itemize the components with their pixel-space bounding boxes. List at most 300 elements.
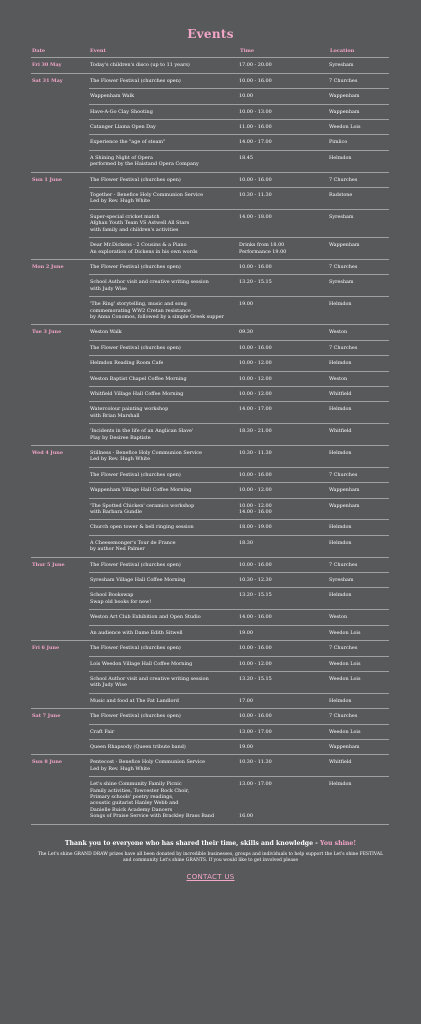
table-row (31, 777, 389, 824)
event-location: 7 Churches (329, 259, 389, 274)
event-time-line: Performance 19.00 (239, 248, 287, 255)
event-location: Helmdon (329, 402, 389, 424)
event-name-line: Wappenham Walk (90, 93, 135, 100)
event-name-line: Stillness - Benefice Holy Communion Service (90, 450, 202, 456)
event-name-line: with Brian Marshall (90, 412, 140, 419)
event-name-line: Today's children's disco (up to 11 years) (90, 62, 190, 69)
event-time-line: 10.00 - 16.00 (239, 344, 272, 351)
event-name-line: Let's shine Community Family Picnic (90, 781, 182, 788)
event-date: Thur 5 June (31, 557, 89, 572)
events-table (31, 45, 389, 825)
event-location: Weedon Lois (329, 625, 389, 640)
event-time (239, 446, 329, 468)
event-time (239, 625, 329, 640)
table-row (31, 724, 389, 739)
table-row (31, 402, 389, 424)
event-location: 7 Churches (329, 709, 389, 724)
event-name (89, 625, 239, 640)
event-time-line: 10.00 - 16.00 (239, 645, 272, 652)
event-name-line: Led by Rev. Hugh White (90, 198, 150, 205)
event-name (89, 709, 239, 724)
event-date (31, 275, 89, 297)
event-name (89, 120, 239, 135)
thanks-text: Thank you to everyone who has shared their time, skills and knowledge - (64, 839, 320, 847)
event-date: Sat 31 May (31, 73, 89, 88)
event-name-line: School Author visit and creative writing session (90, 675, 209, 682)
table-row (31, 120, 389, 135)
table-row (31, 755, 389, 777)
event-time-line: 17.00 (239, 697, 254, 704)
event-location: Helmdon (329, 520, 389, 535)
event-name (89, 188, 239, 210)
event-name-line: The Flower Festival (churches open) (90, 77, 181, 84)
event-date (31, 724, 89, 739)
event-location: Wappenham (329, 739, 389, 754)
event-name-line: Primary schools' poetry readings, (90, 793, 174, 800)
table-row (31, 625, 389, 640)
event-date (31, 386, 89, 401)
event-time-line: 14.00 - 17.00 (239, 139, 272, 146)
event-time-line: 10.30 - 11.30 (239, 450, 272, 456)
event-time-line: 10.00 - 16.00 (239, 176, 272, 183)
event-time (239, 259, 329, 274)
event-location: Weedon Lois (329, 656, 389, 671)
table-row (31, 693, 389, 708)
event-date (31, 104, 89, 119)
event-time-line: 18.00 - 19.00 (239, 524, 272, 531)
table-row (31, 483, 389, 498)
table-row (31, 386, 389, 401)
event-name-line: Catanger Llama Open Day (90, 124, 156, 131)
event-name (89, 275, 239, 297)
event-time (239, 135, 329, 150)
event-time-line: 14.00 - 18.00 (239, 213, 272, 220)
event-name-line: Have-A-Go Clay Shooting (90, 108, 153, 115)
table-row (31, 446, 389, 468)
header-date: Date (31, 45, 89, 58)
event-location: Syresham (329, 275, 389, 297)
event-name (89, 671, 239, 693)
event-name (89, 777, 239, 824)
event-time-line: 19.00 (239, 301, 254, 308)
event-name (89, 209, 239, 237)
event-name-line: Lois Weedon Village Hall Coffee Morning (90, 660, 193, 667)
event-date: Sun 1 June (31, 172, 89, 187)
event-name (89, 739, 239, 754)
event-name (89, 610, 239, 625)
event-name-line: Queen Rhapsody (Queen tribute band) (90, 743, 186, 750)
event-name (89, 135, 239, 150)
event-date (31, 625, 89, 640)
event-time-line: 10.00 - 16.00 (239, 713, 272, 720)
event-name-line: Afghan Youth Team VS Astwell All Stars (90, 220, 190, 227)
event-time-line: 10.00 - 16.00 (239, 471, 272, 478)
table-row (31, 371, 389, 386)
header-event: Event (89, 45, 239, 58)
event-time (239, 709, 329, 724)
event-time-line: 13.20 - 15.15 (239, 675, 272, 682)
event-location: Wappenham (329, 498, 389, 520)
event-name-line: The Flower Festival (churches open) (90, 344, 181, 351)
event-time (239, 520, 329, 535)
event-time-line: Drinks from 18.00 (239, 242, 285, 249)
event-name-line: The Flower Festival (churches open) (90, 561, 181, 568)
event-name-line: The Flower Festival (churches open) (90, 713, 181, 720)
event-time-line: 10.00 - 16.00 (239, 561, 272, 568)
event-time (239, 275, 329, 297)
event-name (89, 656, 239, 671)
event-name-line: 'The Ring' storytelling, music and song (90, 301, 187, 308)
event-location: 7 Churches (329, 557, 389, 572)
event-date (31, 297, 89, 325)
event-time (239, 739, 329, 754)
event-name-line: Craft Fair (90, 728, 115, 735)
header-time: Time (239, 45, 329, 58)
event-name (89, 467, 239, 482)
table-row (31, 739, 389, 754)
event-time (239, 656, 329, 671)
event-name-line: Whitfield Village Hall Coffee Morning (90, 390, 184, 397)
event-time-line: 10.00 - 12.00 (239, 502, 272, 509)
event-name (89, 573, 239, 588)
event-location: 7 Churches (329, 172, 389, 187)
event-location: Pimlico (329, 135, 389, 150)
event-time (239, 188, 329, 210)
event-time-line: 10.30 - 11.30 (239, 192, 272, 199)
event-time (239, 371, 329, 386)
event-time (239, 386, 329, 401)
event-name-line: Weston Baptist Chapel Coffee Morning (90, 375, 187, 382)
event-time (239, 641, 329, 656)
event-time (239, 297, 329, 325)
event-time (239, 120, 329, 135)
event-date (31, 402, 89, 424)
table-row (31, 641, 389, 656)
event-location: Syresham (329, 209, 389, 237)
event-date: Tue 3 June (31, 325, 89, 340)
event-name-line: Family activities, Towcester Rock Choir, (90, 787, 190, 794)
event-name (89, 402, 239, 424)
event-name (89, 150, 239, 172)
event-location: 7 Churches (329, 73, 389, 88)
event-name-line: School Author visit and creative writing session (90, 279, 209, 286)
event-name-line: Helmdon Reading Room Cafe (90, 360, 164, 367)
event-name (89, 58, 239, 73)
event-name-line: Church open tower & bell ringing session (90, 524, 194, 531)
event-location: Whitfield (329, 424, 389, 446)
event-name (89, 446, 239, 468)
event-name-line: acoustic guitarist Hanley Webb and (90, 800, 179, 807)
event-name (89, 371, 239, 386)
page-title: Events (187, 27, 234, 41)
event-location: Helmdon (329, 777, 389, 824)
event-date: Sun 8 June (31, 755, 89, 777)
event-time (239, 424, 329, 446)
event-time-line: 13.20 - 15.15 (239, 279, 272, 286)
event-time-line: 16.00 (239, 813, 254, 820)
event-date (31, 467, 89, 482)
event-location: Helmdon (329, 693, 389, 708)
event-time-line: 17.00 - 20.00 (239, 62, 272, 69)
event-name (89, 535, 239, 557)
event-date (31, 371, 89, 386)
event-name-line: Wappenham Village Hall Coffee Morning (90, 487, 192, 494)
event-time (239, 58, 329, 73)
event-name (89, 238, 239, 260)
event-location: 7 Churches (329, 467, 389, 482)
event-date (31, 520, 89, 535)
event-name-line: The Flower Festival (churches open) (90, 263, 181, 270)
event-time-line: 10.00 - 12.00 (239, 390, 272, 397)
event-name (89, 498, 239, 520)
event-location: Weston (329, 325, 389, 340)
event-location: 7 Churches (329, 340, 389, 355)
event-name-line: Led by Rev. Hugh White (90, 456, 150, 463)
event-location: Weston (329, 610, 389, 625)
event-time (239, 777, 329, 824)
event-date (31, 610, 89, 625)
event-name-line: Experience the "age of steam" (90, 139, 166, 146)
event-time-line: 14.00 - 17.00 (239, 406, 272, 413)
event-time-line: 18.45 (239, 154, 254, 161)
event-name (89, 356, 239, 371)
event-time-line: 19.00 (239, 743, 254, 750)
event-name-line: Super-special cricket match (90, 213, 160, 220)
event-name-line: with family and children's activities (90, 226, 179, 233)
table-row (31, 209, 389, 237)
event-location: Weston (329, 371, 389, 386)
event-name (89, 172, 239, 187)
table-row (31, 297, 389, 325)
event-location: Helmdon (329, 446, 389, 468)
event-time (239, 325, 329, 340)
event-name-line: Together - Benefice Holy Communion Service (90, 192, 204, 199)
thanks-highlight: You shine! (319, 839, 357, 847)
event-name (89, 340, 239, 355)
event-date: Wed 4 June (31, 446, 89, 468)
event-date (31, 150, 89, 172)
event-name (89, 755, 239, 777)
event-name (89, 693, 239, 708)
event-name-line: performed by the Haistand Opera Company (90, 161, 199, 168)
thanks-message (0, 839, 421, 848)
event-time (239, 573, 329, 588)
event-date (31, 671, 89, 693)
table-row (31, 104, 389, 119)
event-date (31, 209, 89, 237)
event-date (31, 535, 89, 557)
event-location: Weedon Lois (329, 671, 389, 693)
event-time-line: 19.00 (239, 629, 254, 636)
event-location: Wappenham (329, 104, 389, 119)
table-row (31, 58, 389, 73)
event-time (239, 483, 329, 498)
event-date (31, 120, 89, 135)
event-time-line: 10.00 - 12.00 (239, 660, 272, 667)
event-name-line: The Flower Festival (churches open) (90, 645, 181, 652)
event-time (239, 89, 329, 104)
event-name-line: 'The Spotted Chicken' ceramics workshop (90, 502, 195, 509)
event-time (239, 356, 329, 371)
table-row (31, 467, 389, 482)
event-date (31, 89, 89, 104)
table-header-row (31, 45, 389, 58)
event-time (239, 588, 329, 610)
header-location: Location (329, 45, 389, 58)
event-time-line: 10.00 (239, 93, 254, 100)
event-time (239, 557, 329, 572)
table-row (31, 89, 389, 104)
event-time (239, 671, 329, 693)
event-name (89, 259, 239, 274)
event-time (239, 104, 329, 119)
event-name-line: Play by Desiree Baptiste (90, 434, 151, 441)
event-time-line: 14.00 - 16.00 (239, 614, 272, 621)
table-row (31, 557, 389, 572)
event-date (31, 693, 89, 708)
event-time-line: 13.00 - 17.00 (239, 728, 272, 735)
event-location: Whitfield (329, 386, 389, 401)
event-date (31, 739, 89, 754)
event-name (89, 483, 239, 498)
event-name-line: with Judy Wise (90, 682, 127, 689)
event-date (31, 356, 89, 371)
event-name (89, 641, 239, 656)
event-name-line: Swap old books for new! (90, 598, 152, 605)
event-location: Radstone (329, 188, 389, 210)
event-time (239, 610, 329, 625)
event-date (31, 340, 89, 355)
footer (0, 839, 421, 883)
event-time (239, 150, 329, 172)
table-row (31, 498, 389, 520)
event-name (89, 89, 239, 104)
event-name (89, 297, 239, 325)
event-name-line: by Anna Conomos, followed by a simple Greek supper (90, 313, 224, 320)
event-date (31, 135, 89, 150)
event-time (239, 73, 329, 88)
event-time-line: 18.30 (239, 539, 254, 546)
event-date: Fri 6 June (31, 641, 89, 656)
event-time (239, 340, 329, 355)
event-name-line: by author Ned Palmer (90, 546, 145, 553)
event-time (239, 238, 329, 260)
event-date (31, 483, 89, 498)
event-location: Wappenham (329, 238, 389, 260)
event-location: Wappenham (329, 483, 389, 498)
event-location: Helmdon (329, 356, 389, 371)
event-location: Helmdon (329, 535, 389, 557)
event-name-line: 'Incidents in the life of an Anglican Slave' (90, 428, 194, 435)
event-location: Helmdon (329, 150, 389, 172)
draw-note: The Let's shine GRAND DRAW prizes have all been donated by incredible businesses, groups and individuals to help support the Let's shine FESTIVAL and community Let's shine GRANTS. If you would like to get involved please (37, 851, 384, 863)
event-name-line: Dear Mr.Dickens - 2 Cousins & a Piano (90, 242, 187, 249)
event-name (89, 520, 239, 535)
event-name-line: Songs of Praise Service with Brackley Brass Band (90, 813, 215, 820)
event-time (239, 724, 329, 739)
event-date (31, 424, 89, 446)
event-name-line: An audience with Dame Edith Sitwell (90, 629, 183, 636)
table-row (31, 325, 389, 340)
event-name-line: commemorating WW2 Cretan resistance (90, 307, 191, 314)
event-location: Wappenham (329, 89, 389, 104)
event-name-line: Danielle Buick Academy Dancers (90, 806, 173, 813)
event-time-line: 13.00 - 17.00 (239, 781, 272, 788)
event-name (89, 325, 239, 340)
table-row (31, 135, 389, 150)
event-time (239, 209, 329, 237)
event-date (31, 188, 89, 210)
table-row (31, 259, 389, 274)
event-name (89, 724, 239, 739)
event-time-line: 10.00 - 16.00 (239, 263, 272, 270)
table-row (31, 150, 389, 172)
event-date: Sat 7 June (31, 709, 89, 724)
event-location: Whitfield (329, 755, 389, 777)
event-time-line: 18.30 - 21.00 (239, 428, 272, 435)
event-time-line: 10.00 - 12.00 (239, 360, 272, 367)
event-date (31, 238, 89, 260)
event-name-line: Watercolour painting workshop (90, 406, 169, 413)
events-body (31, 58, 389, 824)
event-time-line: 11.00 - 16.00 (239, 124, 272, 131)
event-location: Weedon Lois (329, 724, 389, 739)
table-row (31, 656, 389, 671)
table-row (31, 172, 389, 187)
event-location: Weedon Lois (329, 120, 389, 135)
event-time-line: 10.00 - 16.00 (239, 77, 272, 84)
event-name-line: Music and food at The Fat Landlord (90, 697, 179, 704)
event-location: Helmdon (329, 588, 389, 610)
contact-us-link[interactable]: CONTACT US (186, 873, 235, 881)
event-name-line: School Bookswap (90, 592, 134, 599)
table-row (31, 709, 389, 724)
event-name (89, 588, 239, 610)
event-location: 7 Churches (329, 641, 389, 656)
event-time-line: 13.20 - 15.15 (239, 592, 272, 599)
event-name (89, 386, 239, 401)
table-row (31, 424, 389, 446)
table-row (31, 573, 389, 588)
event-name (89, 73, 239, 88)
event-name-line: The Flower Festival (churches open) (90, 176, 181, 183)
event-name-line: A Shining Night of Opera (90, 154, 153, 161)
event-date (31, 498, 89, 520)
event-name-line: An exploration of Dickens in his own words (90, 248, 198, 255)
event-time-line: 10.30 - 11.30 (239, 759, 272, 766)
event-time (239, 172, 329, 187)
event-date (31, 656, 89, 671)
event-name-line: Syresham Village Hall Coffee Morning (90, 577, 186, 584)
event-name-line: Pentecost - Benefice Holy Communion Service (90, 759, 205, 766)
event-time (239, 498, 329, 520)
table-row (31, 588, 389, 610)
event-time-line: 10.30 - 12.30 (239, 577, 272, 584)
event-date (31, 777, 89, 824)
table-row (31, 238, 389, 260)
event-time (239, 755, 329, 777)
event-name (89, 104, 239, 119)
event-name-line: Weston Walk (90, 329, 122, 336)
event-date (31, 588, 89, 610)
table-row (31, 535, 389, 557)
event-name-line: with Barbara Gundle (90, 509, 142, 516)
event-name-line: Weston Art Club Exhibition and Open Studio (90, 614, 201, 621)
event-name (89, 424, 239, 446)
event-name-line: The Flower Festival (churches open) (90, 471, 181, 478)
table-row (31, 671, 389, 693)
event-name (89, 557, 239, 572)
